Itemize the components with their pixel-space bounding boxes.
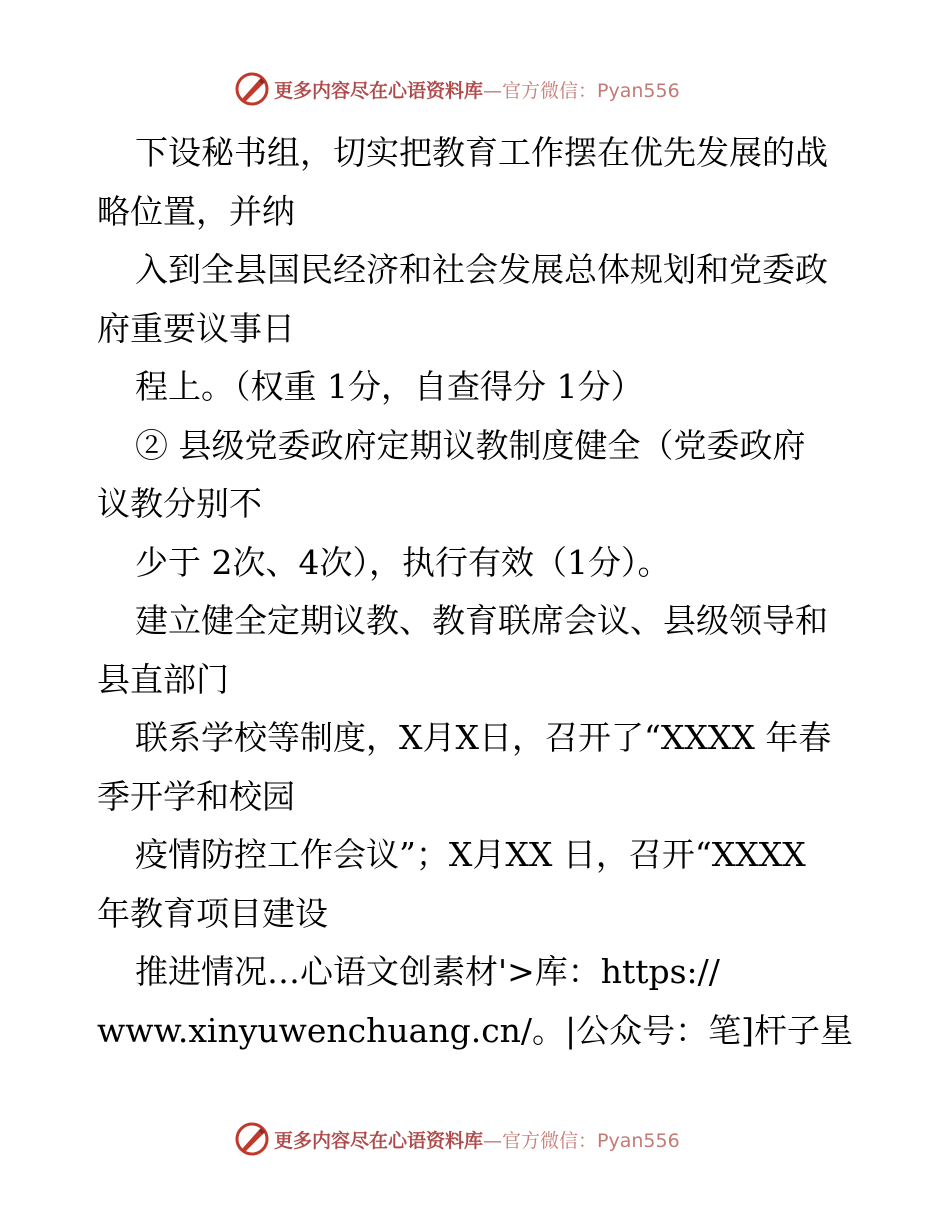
text-line: 年教育项目建设 — [97, 893, 328, 933]
text-line: 季开学和校园 — [97, 776, 295, 816]
text-line: 府重要议事日 — [97, 308, 295, 348]
text-line: 略位置，并纳 — [97, 191, 295, 231]
text-line: 程上。（权重 1分，自查得分 1分） — [135, 367, 644, 406]
document-body — [97, 124, 867, 1060]
text-line: 建立健全定期议教、教育联席会议、县级领导和 — [135, 601, 828, 640]
text-line: 下设秘书组，切实把教育工作摆在优先发展的战 — [135, 133, 828, 172]
text-line: 推进情况…心语文创素材'>库：https:// — [135, 952, 720, 991]
pen-logo-icon — [234, 71, 270, 107]
text-line: 县直部门 — [97, 659, 229, 699]
pen-logo-icon — [234, 1121, 270, 1157]
text-line: 议教分别不 — [97, 484, 262, 523]
header-banner — [234, 71, 680, 107]
text-line: www.xinyuwenchuang.cn/。|公众号：笔]杆子星 — [97, 1010, 854, 1050]
text-line: ② 县级党委政府定期议教制度健全（党委政府 — [135, 425, 806, 465]
footer-banner — [234, 1121, 680, 1157]
text-line: 疫情防控工作会议”；X月XX 日，召开“XXXX — [135, 835, 806, 874]
text-line: 入到全县国民经济和社会发展总体规划和党委政 — [135, 250, 828, 289]
text-line: 联系学校等制度，X月X日，召开了“XXXX 年春 — [135, 718, 832, 757]
text-line: 少于 2次、4次），执行有效（1分）。 — [135, 542, 671, 582]
header-banner-text: 更多内容尽在心语资料库—官方微信：Pyan556 — [274, 79, 680, 102]
footer-banner-text: 更多内容尽在心语资料库—官方微信：Pyan556 — [274, 1129, 680, 1152]
